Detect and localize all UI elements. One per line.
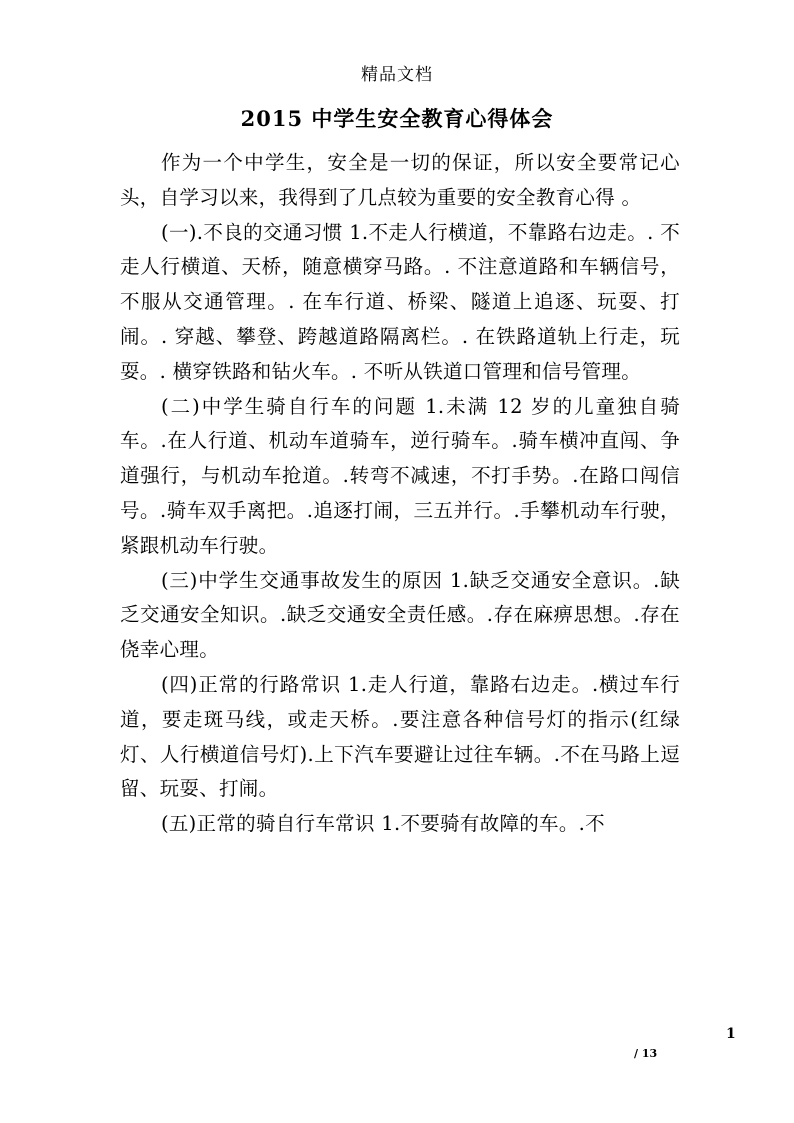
paragraph-section-4: (四)正常的行路常识 1.走人行道，靠路右边走。.横过车行道，要走斑马线，或走天桥。.要注意各种信号灯的指示(红绿灯、人行横道信号灯).上下汽车要避让过往车辆。.不在马路上逗留、玩耍、打闹。	[120, 672, 680, 801]
paragraph-intro: 作为一个中学生，安全是一切的保证，所以安全要常记心头，自学习以来，我得到了几点较为重要的安全教育心得 。	[120, 151, 680, 209]
paragraph-section-2: (二)中学生骑自行车的问题 1.未满 12 岁的儿童独自骑车。.在人行道、机动车道骑车，逆行骑车。.骑车横冲直闯、争道强行，与机动车抢道。.转弯不减速，不打手势。.在路口闯信号。.骑车双手离把。.追逐打闹，三五并行。.手攀机动车行驶，紧跟机动车行驶。	[120, 394, 680, 557]
paragraph-section-5: (五)正常的骑自行车常识 1.不要骑有故障的车。.不	[160, 812, 605, 836]
paragraph-section-1: (一).不良的交通习惯 1.不走人行横道，不靠路右边走。. 不走人行横道、天桥，随意横穿马路。. 不注意道路和车辆信号，不服从交通管理。. 在车行道、桥梁、隧道上追逐、玩耍、打闹。. 穿越、攀登、跨越道路隔离栏。. 在铁路道轨上行走，玩耍。. 横穿铁路和钻火车。. 不听从铁道口管理和信号管理。	[120, 220, 680, 383]
page-total: / 13	[634, 1047, 658, 1060]
paragraph-section-3: (三)中学生交通事故发生的原因 1.缺乏交通安全意识。.缺乏交通安全知识。.缺乏交通安全责任感。.存在麻痹思想。.存在侥幸心理。	[120, 568, 680, 662]
document-body	[120, 146, 680, 842]
document-title: 2015 中学生安全教育心得体会	[240, 106, 554, 131]
document-header: 精品文档	[361, 65, 433, 85]
page-number: 1	[726, 1026, 736, 1042]
